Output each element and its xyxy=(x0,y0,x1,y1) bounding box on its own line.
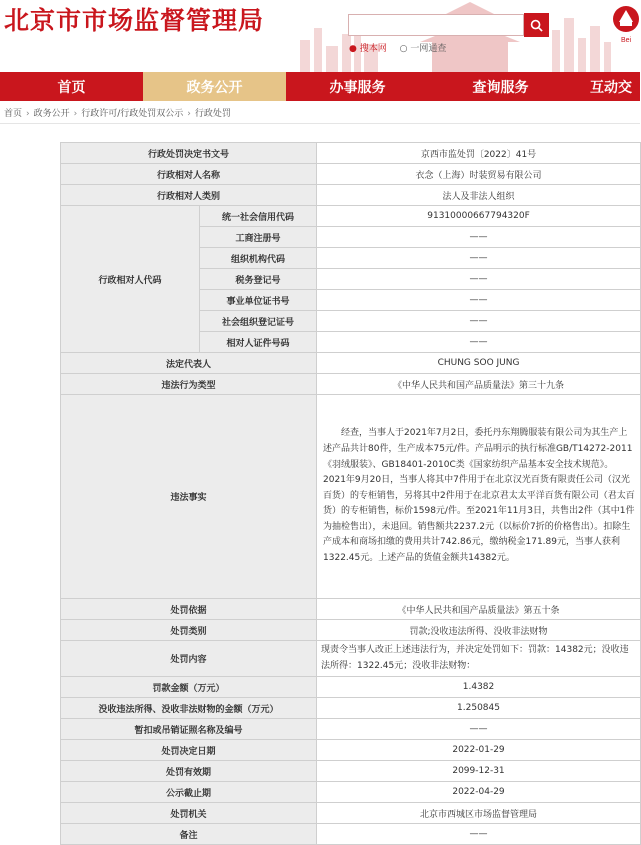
license-value: —— xyxy=(317,719,641,740)
breadcrumb-penalty[interactable]: 行政处罚 xyxy=(194,109,231,119)
logo-caption: Bei xyxy=(620,37,632,44)
table-row xyxy=(61,641,641,677)
breadcrumb-home[interactable]: 首页 xyxy=(4,109,23,119)
nav-gov-affairs[interactable]: 政务公开 xyxy=(143,72,286,101)
org-code-value: —— xyxy=(317,248,641,269)
table-row xyxy=(61,143,641,164)
legal-rep-label: 法定代表人 xyxy=(61,353,317,374)
table-row xyxy=(61,599,641,620)
party-name-value: 衣念（上海）时装贸易有限公司 xyxy=(317,164,641,185)
content-label: 处罚内容 xyxy=(61,641,317,677)
id-number-value: —— xyxy=(317,332,641,353)
penalty-detail-table xyxy=(60,142,641,845)
table-row xyxy=(61,740,641,761)
party-type-label: 行政相对人类别 xyxy=(61,185,317,206)
facts-label: 违法事实 xyxy=(61,395,317,599)
breadcrumb xyxy=(0,104,640,124)
org-code-label: 组织机构代码 xyxy=(200,248,317,269)
remarks-value: —— xyxy=(317,824,641,845)
remarks-label: 备注 xyxy=(61,824,317,845)
publish-end-label: 公示截止期 xyxy=(61,782,317,803)
basis-label: 处罚依据 xyxy=(61,599,317,620)
credit-code-label: 统一社会信用代码 xyxy=(200,206,317,227)
breadcrumb-separator: › xyxy=(73,109,78,119)
table-row xyxy=(61,395,641,599)
institution-cert-label: 事业单位证书号 xyxy=(200,290,317,311)
facts-value: 经查，当事人于2021年7月2日，委托丹东翔腾服装有限公司为其生产上述产品共计80件，生产成本75元/件。产品明示的执行标准GB/T14272-2011《羽绒服装》、GB18401-2010C类《国家纺织产品基本安全技术规范》。2021年9月20日，当事人将其中7件用于在北京汉光百货有限责任公司（汉光百货）的专柜销售，另将其中2件用于在北京君太太平洋百货有限公司（君太百货）的专柜销售，标价1598元/件。至2021年11月3日，共售出2件（其中1件为抽检售出），未退回。销售额共2237.2元（以标价7折的价格售出）。扣除生产成本和商场扣缴的费用共计742.86元，缴纳税金171.89元，当事人获利1322.45元。上述产品的货值金额共14382元。 xyxy=(317,395,641,599)
category-value: 罚款;没收违法所得、没收非法财物 xyxy=(317,620,641,641)
search-input[interactable] xyxy=(348,14,524,36)
nav-home[interactable]: 首页 xyxy=(57,79,86,96)
party-type-value: 法人及非法人组织 xyxy=(317,185,641,206)
legal-rep-value: CHUNG SOO JUNG xyxy=(317,353,641,374)
category-label: 处罚类别 xyxy=(61,620,317,641)
business-reg-value: —— xyxy=(317,227,641,248)
nav-interaction[interactable]: 互动交 xyxy=(590,79,632,96)
fine-value: 1.4382 xyxy=(317,677,641,698)
table-row xyxy=(61,698,641,719)
nav-query[interactable]: 查询服务 xyxy=(472,79,529,96)
credit-code-value: 91310000667794320F xyxy=(317,206,641,227)
basis-value: 《中华人民共和国产品质量法》第五十条 xyxy=(317,599,641,620)
content-value: 现责令当事人改正上述违法行为，并决定处罚如下：罚款：14382元；没收违法所得：1322.45元；没收非法财物： xyxy=(317,641,641,677)
decision-date-label: 处罚决定日期 xyxy=(61,740,317,761)
tax-reg-label: 税务登记号 xyxy=(200,269,317,290)
table-row xyxy=(61,185,641,206)
valid-until-label: 处罚有效期 xyxy=(61,761,317,782)
institution-cert-value: —— xyxy=(317,290,641,311)
table-row xyxy=(61,824,641,845)
search-scope-site[interactable]: ● 搜本网 xyxy=(349,44,387,54)
table-row xyxy=(61,164,641,185)
authority-label: 处罚机关 xyxy=(61,803,317,824)
decision-date-value: 2022-01-29 xyxy=(317,740,641,761)
business-reg-label: 工商注册号 xyxy=(200,227,317,248)
breadcrumb-separator: › xyxy=(187,109,191,119)
main-nav xyxy=(0,72,640,101)
breadcrumb-separator: › xyxy=(26,109,30,119)
site-title[interactable]: 北京市市场监督管理局 xyxy=(4,6,265,35)
violation-type-value: 《中华人民共和国产品质量法》第三十九条 xyxy=(317,374,641,395)
table-row xyxy=(61,374,641,395)
table-row xyxy=(61,620,641,641)
confiscated-label: 没收违法所得、没收非法财物的金额（万元） xyxy=(61,698,317,719)
confiscated-value: 1.250845 xyxy=(317,698,641,719)
id-number-label: 相对人证件号码 xyxy=(200,332,317,353)
search-scope-all[interactable]: ○ 一网通查 xyxy=(399,44,447,54)
license-label: 暂扣或吊销证照名称及编号 xyxy=(61,719,317,740)
social-org-value: —— xyxy=(317,311,641,332)
table-row xyxy=(61,803,641,824)
publish-end-value: 2022-04-29 xyxy=(317,782,641,803)
codes-label: 行政相对人代码 xyxy=(61,206,200,353)
table-row xyxy=(61,206,641,227)
emblem-logo xyxy=(611,4,641,48)
tax-reg-value: —— xyxy=(317,269,641,290)
doc-no-value: 京西市监处罚〔2022〕41号 xyxy=(317,143,641,164)
skyline-illustration xyxy=(300,0,640,72)
search-button[interactable] xyxy=(524,13,549,37)
social-org-label: 社会组织登记证号 xyxy=(200,311,317,332)
party-name-label: 行政相对人名称 xyxy=(61,164,317,185)
table-row xyxy=(61,677,641,698)
search-icon xyxy=(530,19,543,32)
breadcrumb-gov-affairs[interactable]: 政务公开 xyxy=(33,109,70,119)
table-row xyxy=(61,353,641,374)
authority-value: 北京市西城区市场监督管理局 xyxy=(317,803,641,824)
breadcrumb-dual-publicity[interactable]: 行政许可/行政处罚双公示 xyxy=(81,109,184,119)
site-header xyxy=(0,0,640,72)
search-scope-tabs xyxy=(349,41,446,54)
nav-services[interactable]: 办事服务 xyxy=(329,79,386,96)
violation-type-label: 违法行为类型 xyxy=(61,374,317,395)
doc-no-label: 行政处罚决定书文号 xyxy=(61,143,317,164)
fine-label: 罚款金额（万元） xyxy=(61,677,317,698)
table-row xyxy=(61,782,641,803)
table-row xyxy=(61,761,641,782)
valid-until-value: 2099-12-31 xyxy=(317,761,641,782)
table-row xyxy=(61,719,641,740)
